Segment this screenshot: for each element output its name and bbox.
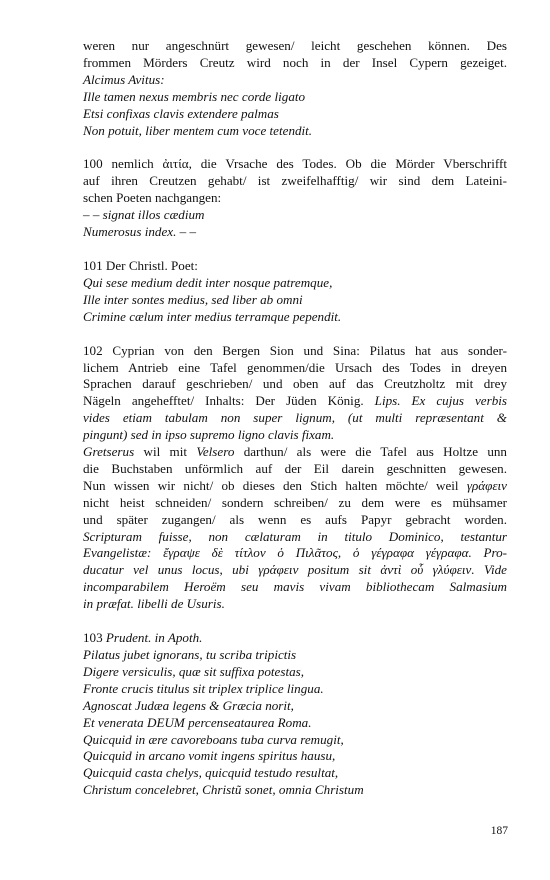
text-line (83, 275, 507, 292)
italic-text-run: Quicquid in ære cavoreboans tuba curva remugit, (83, 731, 344, 747)
text-run: wil mit (134, 444, 197, 460)
text-line (83, 106, 507, 123)
text-block (83, 258, 507, 326)
text-block (83, 343, 507, 614)
text-line (83, 495, 507, 512)
italic-text-run: Quicquid casta chelys, quicquid testudo resultat, (83, 765, 339, 781)
italic-text-run: in præfat. libelli de Usuris. (83, 596, 225, 612)
italic-text-run: Pilatus jubet ignorans, tu scriba tripictis (83, 647, 297, 662)
text-run: 102 Cyprian von den Bergen Sion und Sina: Pilatus hat aus sonder- (83, 342, 507, 358)
text-line (83, 562, 507, 579)
text-line (83, 309, 507, 326)
text-line (83, 156, 507, 173)
text-run: die Buchstaben unförmlich auf der Eil darein geschnitten gewesen. (83, 460, 507, 476)
italic-text-run: Christum concelebret, Christũ sonet, omnia Christum (83, 782, 364, 798)
text-line (83, 72, 507, 89)
italic-text-run: Ille inter sontes medius, sed liber ab omni (83, 291, 303, 307)
text-run: nicht heist schneiden/ sondern schreiben/ zu dem were es mühsamer (83, 494, 507, 510)
text-line (83, 258, 507, 275)
italic-text-run: Digere versiculis, quæ sit suffixa potestas, (83, 663, 305, 679)
page-number: 187 (490, 825, 508, 837)
text-line (83, 224, 507, 241)
text-block (83, 630, 507, 799)
text-run: schen Poeten nachgangen: (83, 190, 222, 206)
text-run: weren nur angeschnürt gewesen/ leicht geschehen können. Des (83, 38, 507, 53)
italic-text-run: γράφειν (466, 477, 507, 493)
text-line (83, 190, 507, 207)
italic-text-run: pingunt) sed in ipso supremo ligno clavis fixam. (83, 427, 335, 443)
text-line (83, 173, 507, 190)
text-line (83, 38, 507, 55)
text-line (83, 461, 507, 478)
text-line (83, 698, 507, 715)
text-run: Nägeln angehefftet/ Inhalts: Der Jüden König. (83, 393, 375, 409)
text-line (83, 410, 507, 427)
text-line (83, 89, 507, 106)
text-run: Nun wissen wir nicht/ ob dieses den Stich halten möchte/ weil (83, 477, 467, 493)
text-run: 100 nemlich ἀιτία, die Vrsache des Todes. Ob die Mörder Vberschrifft (83, 156, 507, 172)
italic-text-run: Non potuit, liber mentem cum voce tetendit. (83, 122, 313, 138)
italic-text-run: Fronte crucis titulus sit triplex triplice lingua. (83, 680, 324, 696)
text-line (83, 207, 507, 224)
text-run: 101 Der Christl. Poet: (83, 257, 198, 273)
text-run: auf ihren Creutzen gehabt/ ist zweifelhafftig/ wir sind dem Lateini- (83, 173, 507, 189)
text-line (83, 478, 507, 495)
text-run: Sprachen darauf geschrieben/ und oben auf das Creutzholtz mit drey (83, 376, 507, 392)
text-line (83, 596, 507, 613)
text-line (83, 393, 507, 410)
text-line (83, 55, 507, 72)
italic-text-run: Ille tamen nexus membris nec corde ligato (83, 88, 306, 104)
italic-text-run: Numerosus index. – – (83, 224, 196, 240)
text-line (83, 681, 507, 698)
text-line (83, 545, 507, 562)
italic-text-run: Evangelistæ: ἔγραψε δὲ τίτλον ὁ Πιλᾶτος, ὁ γέγραφα γέγραφα. Pro- (83, 545, 507, 561)
italic-text-run: ducatur vel unus locus, ubi γράφειν positum sit ἀντὶ οὗ γλύφειν. Vide (83, 562, 507, 578)
text-line (83, 782, 507, 799)
text-line (83, 343, 507, 360)
text-line (83, 529, 507, 546)
italic-text-run: incomparabilem Heroëm seu mavis vivam bibliothecam Salmasium (83, 579, 507, 595)
text-line (83, 444, 507, 461)
italic-text-run: Gretserus (83, 444, 135, 460)
text-block (83, 156, 507, 241)
text-line (83, 748, 507, 765)
italic-text-run: Et venerata DEUM percenseataurea Roma. (83, 714, 312, 730)
italic-text-run: Lips. Ex cujus verbis (374, 393, 507, 409)
italic-text-run: Qui sese medium dedit inter nosque patremque, (83, 274, 333, 290)
italic-text-run: – – signat illos cædium (83, 207, 205, 223)
text-run: darthun/ als were die Tafel aus Holtze unn (234, 444, 507, 460)
text-line (83, 647, 507, 664)
italic-text-run: Velsero (196, 444, 235, 460)
italic-text-run: vides etiam tabulam non super lignum, (ut multi repræsentant & (83, 410, 507, 426)
italic-text-run: Scripturam fuisse, non cælaturam in titulo Dominico, testantur (83, 528, 507, 544)
text-line (83, 427, 507, 444)
text-run: 103 (83, 630, 106, 646)
text-line (83, 360, 507, 377)
text-line (83, 765, 507, 782)
italic-text-run: Crimine cælum inter medius terramque pependit. (83, 308, 342, 324)
italic-text-run: Quicquid in arcano vomit ingens spiritus hausu, (83, 748, 336, 764)
text-line (83, 292, 507, 309)
text-line (83, 664, 507, 681)
text-run: lichem Antrieb eine Tafel genommen/die Ursach des Todes in dreyen (83, 359, 507, 375)
text-run: frommen Mörders Creutz wird noch in der Insel Cypern gezeiget. (83, 54, 507, 70)
text-line (83, 715, 507, 732)
document-body (83, 38, 507, 816)
text-line (83, 376, 507, 393)
italic-text-run: Prudent. in Apoth. (105, 630, 203, 646)
italic-text-run: Alcimus Avitus: (83, 71, 165, 87)
italic-text-run: Agnoscat Judæa legens & Græcia norit, (83, 697, 294, 713)
text-block (83, 38, 507, 139)
text-line (83, 630, 507, 647)
text-run: und später zugangen/ als wenn es aufs Papyr gebracht worden. (83, 511, 507, 527)
text-line (83, 123, 507, 140)
italic-text-run: Etsi confixas clavis extendere palmas (83, 105, 279, 121)
text-line (83, 579, 507, 596)
text-line (83, 512, 507, 529)
text-line (83, 732, 507, 749)
